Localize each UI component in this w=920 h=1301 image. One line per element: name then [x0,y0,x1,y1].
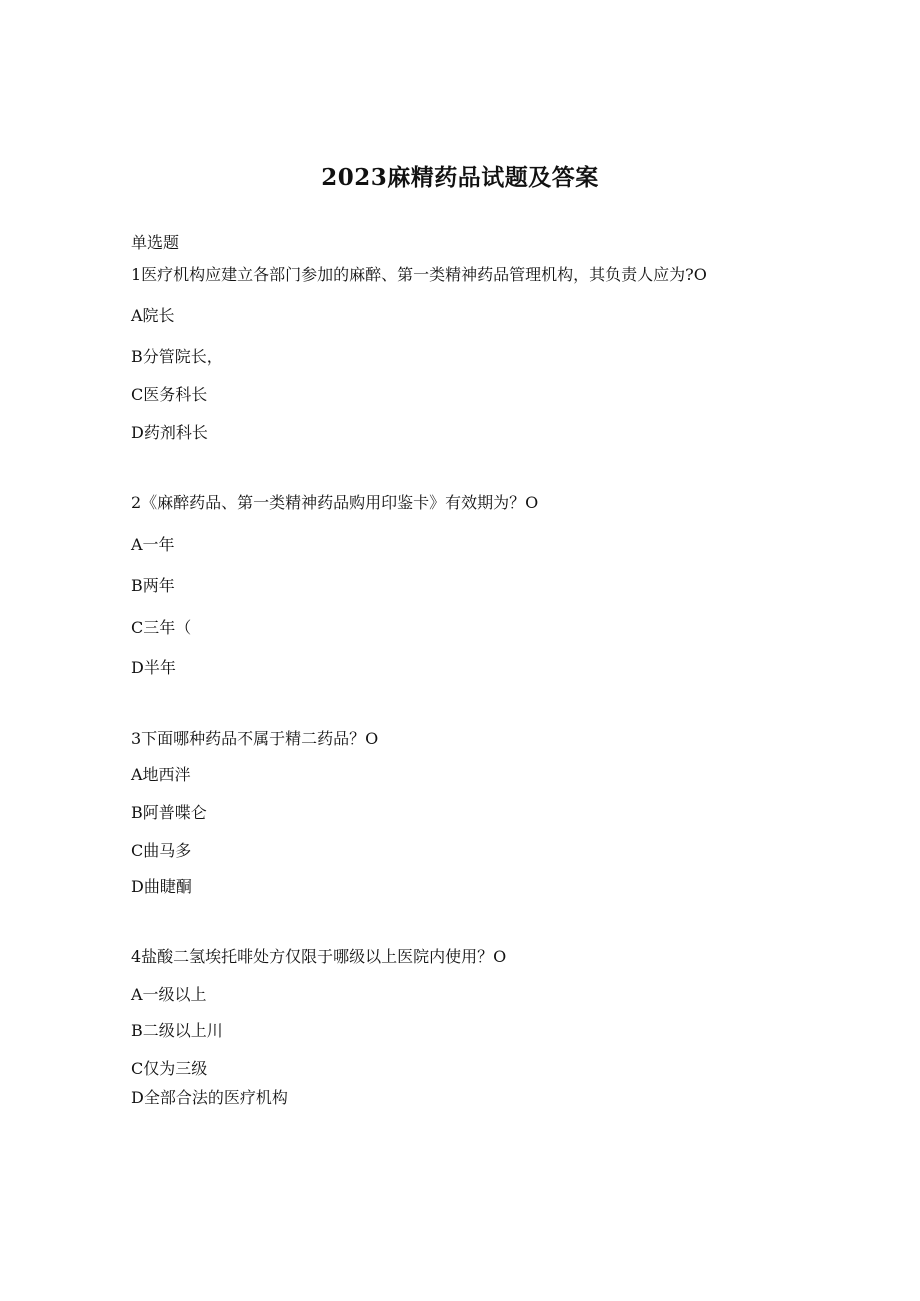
question-2-option-c: C三年（ [131,618,192,637]
question-4-option-d: D全部合法的医疗机构 [131,1088,288,1107]
question-3-option-b: B阿普喋仑 [131,803,207,822]
question-3-option-d: D曲睫酮 [131,877,192,896]
question-2-option-d: D半年 [131,658,176,677]
document-title: 2023麻精药品试题及答案 [321,164,599,191]
question-2-option-a: A一年 [131,535,175,554]
question-1-option-b: B分管院长， [131,347,223,366]
section-heading: 单选题 [131,233,180,252]
question-3-text: 3下面哪种药品不属于精二药品？O [131,729,379,748]
question-1-text: 1医疗机构应建立各部门参加的麻醉、第一类精神药品管理机构，其负责人应为?O [131,265,707,284]
question-2-text: 2《麻醉药品、第一类精神药品购用印鉴卡》有效期为？O [131,493,539,512]
question-2-option-b: B两年 [131,576,175,595]
question-1-option-a: A院长 [131,306,175,325]
question-1-option-c: C医务科长 [131,385,208,404]
question-4-text: 4盐酸二氢埃托啡处方仅限于哪级以上医院内使用？O [131,947,507,966]
question-4-option-a: A一级以上 [131,985,207,1004]
question-1-option-d: D药剂科长 [131,423,208,442]
question-3-option-c: C曲马多 [131,841,192,860]
question-4-option-b: B二级以上川 [131,1021,223,1040]
question-3-option-a: A地西泮 [131,765,191,784]
question-4-option-c: C仅为三级 [131,1059,208,1078]
